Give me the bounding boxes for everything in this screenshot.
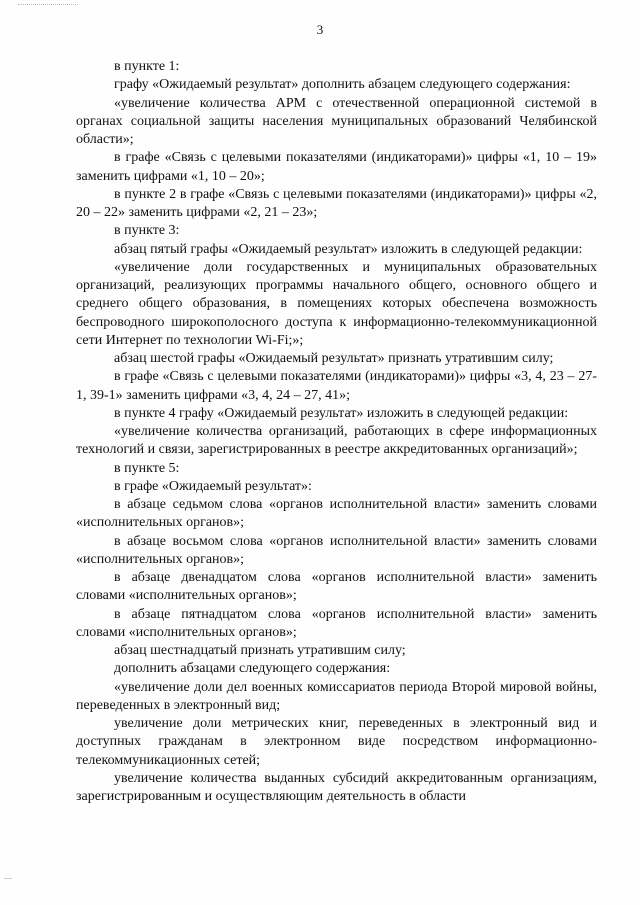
scan-artifact: [4, 878, 12, 879]
page-number: 3: [316, 22, 324, 37]
paragraph: в графе «Связь с целевыми показателями (индикаторами)» цифры «1, 10 – 19» заменить цифрами «1, 10 – 20»;: [76, 150, 597, 184]
paragraph: в абзаце пятнадцатом слова «органов исполнительной власти» заменить словами «исполнительных органов»;: [76, 606, 597, 640]
paragraph: в абзаце двенадцатом слова «органов исполнительной власти» заменить словами «исполнительных органов»;: [76, 570, 597, 604]
paragraph: увеличение доли метрических книг, переведенных в электронный вид и доступных гражданам в электронном виде посредством информационно-телекоммуникационных сетей;: [76, 716, 597, 768]
paragraph: в пункте 4 графу «Ожидаемый результат» изложить в следующей редакции:: [114, 405, 569, 421]
paragraph: «увеличение количества АРМ с отечественной операционной системой в органах социальной защиты населения муниципальных образований Челябинской области»;: [76, 95, 597, 147]
scan-artifact: [18, 4, 78, 7]
paragraph: в абзаце седьмом слова «органов исполнительной власти» заменить словами «исполнительных органов»;: [76, 497, 597, 531]
paragraph: в пункте 2 в графе «Связь с целевыми показателями (индикаторами)» цифры «2, 20 – 22» заменить цифрами «2, 21 – 23»;: [76, 186, 597, 220]
paragraph: графу «Ожидаемый результат» дополнить абзацем следующего содержания:: [114, 77, 571, 93]
paragraph: в графе «Связь с целевыми показателями (индикаторами)» цифры «3, 4, 23 – 27-1, 39-1» заменить цифрами «3, 4, 24 – 27, 41»;: [76, 369, 597, 403]
paragraph: в абзаце восьмом слова «органов исполнительной власти» заменить словами «исполнительных органов»;: [76, 533, 597, 567]
paragraph: «увеличение доли дел военных комиссариатов периода Второй мировой войны, переведенных в электронный вид;: [76, 679, 597, 713]
paragraph: «увеличение доли государственных и муниципальных образовательных организаций, реализующих программы начального общего, основного общего и среднего общего образования, в помещениях которых обеспечена возможность беспроводного широкополосного доступа к информационно-телекоммуникационной сети Интернет по технологии Wi-Fi;»;: [76, 259, 597, 348]
paragraph: в пункте 3:: [114, 223, 180, 239]
paragraph: в пункте 5:: [114, 460, 180, 476]
paragraph: в пункте 1:: [114, 59, 180, 74]
paragraph: «увеличение количества организаций, работающих в сфере информационных технологий и связи, зарегистрированных в реестре аккредитованных организаций»;: [76, 424, 597, 458]
paragraph: дополнить абзацами следующего содержания:: [114, 661, 391, 677]
paragraph: в графе «Ожидаемый результат»:: [114, 478, 312, 494]
paragraph: абзац шестой графы «Ожидаемый результат» признать утратившим силу;: [114, 351, 554, 366]
paragraph: увеличение количества выданных субсидий аккредитованным организациям, зарегистрированным и осуществляющим деятельность в области: [76, 770, 597, 804]
paragraph: абзац шестнадцатый признать утратившим силу;: [114, 643, 406, 658]
paragraph: абзац пятый графы «Ожидаемый результат» изложить в следующей редакции:: [114, 241, 583, 257]
document-body: [76, 58, 597, 806]
